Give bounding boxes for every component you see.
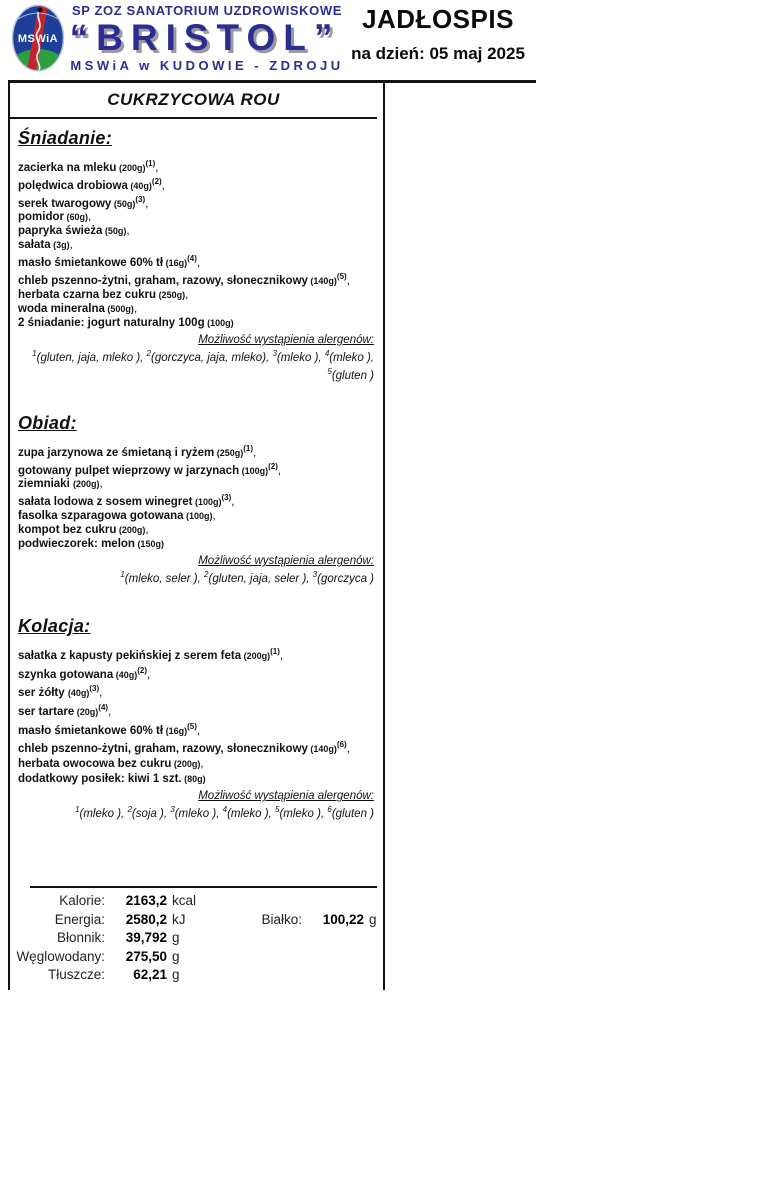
menu-item-portion: (250g) bbox=[214, 447, 244, 458]
nutrition-value: 62,21 bbox=[133, 967, 167, 983]
allergen-footnote-ref: 3 bbox=[272, 349, 277, 359]
page-header bbox=[0, 0, 766, 80]
menu-item bbox=[18, 270, 377, 288]
menu-item bbox=[18, 252, 377, 270]
nutrition-unit: g bbox=[369, 911, 377, 927]
menu-item-portion: (40g) bbox=[67, 688, 90, 699]
menu-item-name: polędwica drobiowa bbox=[18, 179, 128, 192]
menu-item bbox=[18, 442, 377, 460]
menu-item-name: fasolka szparagowa gotowana bbox=[18, 510, 184, 523]
item-comma: , bbox=[231, 496, 235, 509]
doc-title: JADŁOSPIS bbox=[362, 4, 514, 34]
doc-date: na dzień: 05 maj 2025 bbox=[351, 44, 525, 63]
menu-item bbox=[18, 193, 377, 211]
menu-item-portion: (140g) bbox=[307, 276, 337, 287]
nutrition-unit: kJ bbox=[172, 911, 186, 927]
item-comma: , bbox=[133, 303, 138, 316]
nutrition-separator-line bbox=[30, 886, 377, 888]
allergen-block bbox=[10, 554, 377, 586]
org-line3: MSWiA w KUDOWIE - ZDROJU bbox=[70, 58, 344, 73]
menu-item-name: chleb pszenno-żytni, graham, razowy, słonecznikowy bbox=[18, 275, 308, 288]
menu-item-portion: (200g) bbox=[72, 479, 100, 490]
nutrition-label: Tłuszcze: bbox=[47, 967, 105, 983]
mswia-logo-icon bbox=[10, 3, 66, 73]
nutrition-label: Węglowodany: bbox=[16, 948, 105, 964]
allergen-footnote-ref: 2 bbox=[127, 805, 132, 815]
menu-item-name: zacierka na mleku bbox=[18, 161, 117, 174]
item-footnote-ref: (6) bbox=[336, 740, 347, 750]
section-heading: Kolacja: bbox=[18, 616, 91, 637]
menu-item bbox=[18, 682, 377, 701]
menu-item-name: dodatkowy posiłek: kiwi 1 szt. bbox=[18, 772, 182, 785]
allergen-footnote-ref: 1 bbox=[120, 570, 125, 580]
item-comma: , bbox=[145, 197, 149, 210]
menu-item-name: chleb pszenno-żytni, graham, razowy, słonecznikowy bbox=[18, 743, 308, 756]
menu-item-portion: (150g) bbox=[134, 539, 164, 550]
menu-item-name: herbata czarna bez cukru bbox=[18, 289, 157, 302]
diet-title: CUKRZYCOWA ROU bbox=[10, 83, 377, 119]
menu-item-portion: (250g) bbox=[156, 290, 186, 301]
allergen-footnote-ref: 5 bbox=[274, 805, 280, 815]
menu-item bbox=[18, 224, 377, 238]
menu-item-portion: (3g) bbox=[50, 240, 70, 251]
item-comma: , bbox=[155, 161, 159, 174]
item-footnote-ref: (1) bbox=[145, 159, 156, 168]
menu-item bbox=[18, 157, 377, 175]
allergen-footnote-ref: 4 bbox=[324, 349, 330, 359]
item-comma: , bbox=[346, 743, 350, 756]
nutrition-value: 2580,2 bbox=[125, 911, 167, 927]
menu-item bbox=[18, 238, 377, 252]
document-heading bbox=[350, 4, 526, 64]
menu-item-portion: (16g) bbox=[163, 725, 188, 736]
menu-item bbox=[18, 537, 377, 551]
menu-item-name: papryka świeża bbox=[18, 225, 103, 238]
menu-item bbox=[18, 175, 377, 193]
item-footnote-ref: (5) bbox=[336, 272, 347, 282]
nutrition-unit: g bbox=[172, 967, 180, 983]
menu-item bbox=[18, 302, 377, 316]
item-footnote-ref: (1) bbox=[270, 647, 280, 657]
allergen-line: $^5$(gluten ) bbox=[327, 366, 374, 382]
item-comma: , bbox=[279, 649, 284, 662]
item-footnote-ref: (3) bbox=[89, 684, 100, 694]
nutrition-right-group bbox=[248, 912, 377, 927]
menu-item-name: podwieczorek: melon bbox=[18, 538, 135, 551]
item-footnote-ref: (2) bbox=[151, 176, 162, 186]
allergen-line: $^1$(mleko ), $^2$(soja ), $^3$(mleko ), $^4$(mleko ), $^5$(mleko ), $^6$(gluten ) bbox=[75, 805, 374, 821]
menu-item-name: woda mineralna bbox=[18, 303, 105, 316]
menu-item bbox=[18, 664, 377, 683]
menu-item bbox=[18, 772, 377, 787]
item-comma: , bbox=[99, 478, 103, 491]
menu-item-name: sałatka z kapusty pekińskiej z serem feta bbox=[18, 649, 242, 662]
allergen-note-header: Możliwość wystąpienia alergenów: bbox=[198, 555, 374, 568]
menu-item-list bbox=[18, 442, 377, 551]
menu-item bbox=[18, 491, 377, 509]
menu-item-portion: (50g) bbox=[102, 226, 127, 237]
menu-item-list bbox=[18, 645, 377, 786]
menu-item bbox=[18, 509, 377, 523]
menu-item bbox=[18, 316, 377, 330]
menu-column bbox=[10, 83, 377, 821]
allergen-footnote-ref: 6 bbox=[327, 805, 332, 815]
nutrition-unit: kcal bbox=[172, 893, 197, 908]
menu-item-name: masło śmietankowe 60% tł bbox=[18, 724, 164, 737]
menu-item-portion: (100g) bbox=[204, 318, 234, 329]
menu-item-name: szynka gotowana bbox=[18, 668, 114, 681]
org-line1: SP ZOZ SANATORIUM UZDROWISKOWE bbox=[71, 3, 343, 18]
item-comma: , bbox=[346, 275, 350, 288]
item-footnote-ref: (3) bbox=[221, 493, 232, 503]
allergen-footnote-ref: 1 bbox=[75, 805, 80, 815]
menu-item-list bbox=[18, 157, 377, 330]
item-comma: , bbox=[161, 179, 165, 192]
item-footnote-ref: (1) bbox=[243, 443, 254, 453]
menu-item-name: ser tartare bbox=[18, 705, 75, 718]
menu-item-name: zupa jarzynowa ze śmietaną i ryżem bbox=[18, 446, 215, 459]
menu-item bbox=[18, 757, 377, 772]
allergen-footnote-ref: 3 bbox=[312, 570, 318, 580]
menu-item-name: 2 śniadanie: jogurt naturalny 100g bbox=[18, 317, 205, 330]
item-footnote-ref: (2) bbox=[268, 461, 278, 471]
nutrition-row bbox=[10, 893, 377, 912]
menu-item-portion: (100g) bbox=[192, 497, 222, 508]
column-divider-line bbox=[383, 80, 385, 990]
menu-item-portion: (40g) bbox=[113, 669, 138, 680]
menu-item-name: ziemniaki bbox=[18, 478, 73, 491]
item-comma: , bbox=[126, 225, 130, 238]
menu-item bbox=[18, 288, 377, 302]
menu-item bbox=[18, 477, 377, 491]
menu-item bbox=[18, 460, 377, 478]
item-footnote-ref: (2) bbox=[137, 665, 148, 675]
menu-item-portion: (200g) bbox=[116, 525, 146, 536]
item-comma: , bbox=[253, 446, 257, 459]
allergen-footnote-ref: 1 bbox=[32, 349, 37, 359]
allergen-note-header: Możliwość wystąpienia alergenów: bbox=[198, 334, 374, 347]
menu-item-name: ser żółty bbox=[18, 687, 68, 700]
item-footnote-ref: (5) bbox=[187, 721, 197, 731]
nutrition-rows bbox=[10, 893, 377, 986]
nutrition-row bbox=[10, 930, 377, 949]
allergen-block bbox=[10, 333, 377, 383]
menu-sections bbox=[10, 128, 377, 821]
organization-brand bbox=[64, 3, 350, 73]
logo-text: MSWiA bbox=[17, 33, 59, 45]
menu-item-portion: (16g) bbox=[163, 258, 188, 269]
nutrition-value: 2163,2 bbox=[125, 893, 167, 908]
menu-item-portion: (20g) bbox=[74, 706, 99, 717]
section-heading: Śniadanie: bbox=[18, 128, 113, 148]
menu-item-name: sałata bbox=[18, 239, 51, 252]
nutrition-label: Błonnik: bbox=[56, 930, 105, 946]
nutrition-label: Białko: bbox=[261, 911, 302, 927]
nutrition-label: Energia: bbox=[54, 911, 105, 927]
allergen-line: $^1$(gluten, jaja, mleko ), $^2$(gorczyca, jaja, mleko), $^3$(mleko ), $^4$(mleko ), bbox=[32, 349, 374, 364]
nutrition-unit: g bbox=[172, 930, 180, 946]
item-comma: , bbox=[147, 668, 151, 681]
menu-item bbox=[18, 720, 377, 739]
menu-item-name: pomidor bbox=[18, 211, 64, 224]
item-comma: , bbox=[99, 687, 103, 700]
menu-item-portion: (100g) bbox=[239, 465, 269, 476]
menu-item-portion: (50g) bbox=[111, 198, 136, 209]
item-comma: , bbox=[196, 257, 201, 270]
menu-item-portion: (500g) bbox=[104, 304, 134, 315]
allergen-footnote-ref: 2 bbox=[204, 570, 209, 580]
org-name: “BRISTOL” bbox=[69, 17, 341, 58]
allergen-footnote-ref: 5 bbox=[327, 366, 332, 376]
menu-section bbox=[10, 616, 377, 821]
allergen-line: $^1$(mleko, seler ), $^2$(gluten, jaja, seler ), $^3$(gorczyca ) bbox=[120, 570, 374, 586]
nutrition-label: Kalorie: bbox=[59, 893, 105, 908]
section-heading: Obiad: bbox=[18, 412, 77, 433]
menu-item-name: herbata owocowa bez cukru bbox=[18, 757, 172, 770]
nutrition-unit: g bbox=[172, 948, 180, 964]
item-comma: , bbox=[196, 724, 201, 737]
item-comma: , bbox=[200, 757, 204, 770]
allergen-note-header: Możliwość wystąpienia alergenów: bbox=[198, 790, 374, 803]
item-comma: , bbox=[69, 239, 73, 252]
item-footnote-ref: (4) bbox=[98, 702, 109, 712]
menu-section bbox=[10, 128, 377, 383]
menu-item-name: kompot bez cukru bbox=[18, 524, 117, 537]
item-footnote-ref: (4) bbox=[187, 254, 197, 264]
menu-item-name: serek twarogowy bbox=[18, 197, 112, 210]
menu-item-name: gotowany pulpet wieprzowy w jarzynach bbox=[18, 464, 240, 477]
menu-item-portion: (60g) bbox=[64, 212, 89, 223]
menu-item bbox=[18, 210, 377, 224]
item-comma: , bbox=[88, 211, 92, 224]
item-comma: , bbox=[185, 289, 189, 302]
menu-item bbox=[18, 645, 377, 664]
menu-item-portion: (40g) bbox=[127, 180, 152, 191]
menu-item bbox=[18, 523, 377, 537]
nutrition-row bbox=[10, 912, 377, 931]
menu-item-portion: (200g) bbox=[116, 162, 146, 173]
menu-item-portion: (200g) bbox=[171, 758, 201, 769]
menu-section bbox=[10, 413, 377, 586]
menu-item-portion: (80g) bbox=[181, 773, 206, 784]
nutrition-summary bbox=[10, 886, 377, 986]
nutrition-value: 275,50 bbox=[125, 948, 167, 964]
allergen-block bbox=[10, 789, 377, 821]
allergen-footnote-ref: 3 bbox=[170, 805, 175, 815]
menu-item-portion: (200g) bbox=[241, 650, 271, 661]
menu-item-name: masło śmietankowe 60% tł bbox=[18, 257, 164, 270]
item-footnote-ref: (3) bbox=[135, 194, 146, 204]
menu-item-name: sałata lodowa z sosem winegret bbox=[18, 496, 193, 509]
nutrition-row bbox=[10, 949, 377, 968]
menu-item bbox=[18, 738, 377, 757]
nutrition-value: 39,792 bbox=[125, 930, 167, 946]
nutrition-row bbox=[10, 967, 377, 986]
menu-item-portion: (100g) bbox=[183, 511, 213, 522]
item-comma: , bbox=[108, 705, 112, 718]
item-comma: , bbox=[145, 524, 149, 537]
allergen-footnote-ref: 4 bbox=[222, 805, 228, 815]
nutrition-value: 100,22 bbox=[322, 911, 364, 927]
menu-item bbox=[18, 701, 377, 720]
allergen-footnote-ref: 2 bbox=[146, 349, 151, 359]
item-comma: , bbox=[277, 464, 282, 477]
item-comma: , bbox=[212, 510, 216, 523]
menu-item-portion: (140g) bbox=[307, 744, 337, 755]
